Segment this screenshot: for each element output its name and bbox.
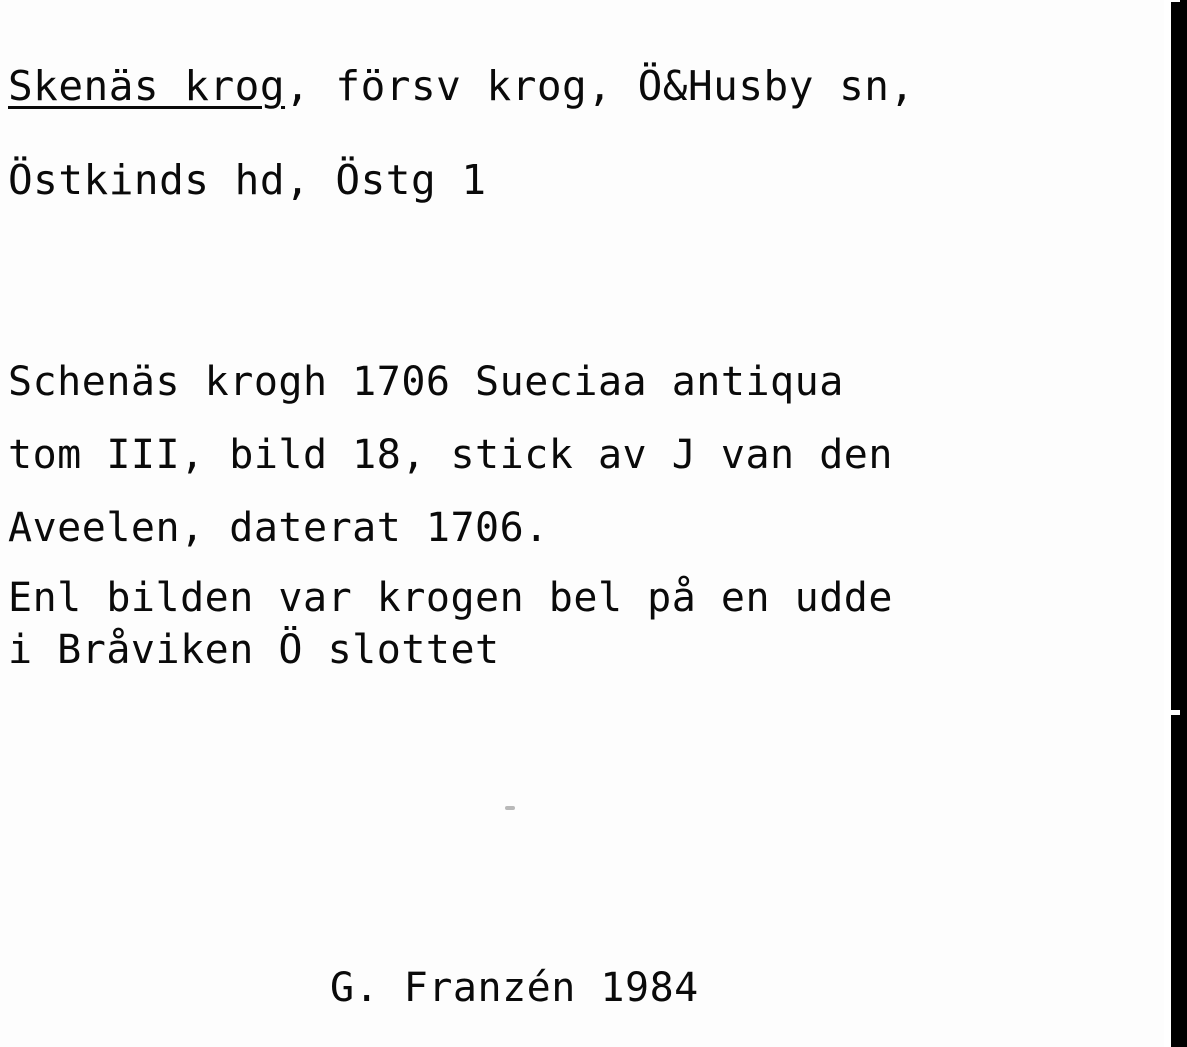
heading-line-1 — [8, 62, 915, 110]
footer-signature: G. Franzén 1984 — [330, 965, 699, 1011]
scan-speck — [505, 806, 515, 810]
scan-edge-gap-top — [1170, 0, 1180, 2]
heading-rest: , försv krog, Ö&Husby sn, — [285, 62, 915, 110]
body-line-4: Enl bilden var krogen bel på en udde — [8, 575, 893, 621]
body-line-1: Schenäs krogh 1706 Sueciaa antiqua — [8, 359, 844, 405]
body-line-3: Aveelen, daterat 1706. — [8, 505, 549, 551]
scan-edge-right — [1171, 0, 1187, 1047]
heading-underlined-term: Skenäs krog — [8, 62, 286, 110]
scan-edge-gap-middle — [1170, 710, 1180, 715]
heading-line-2: Östkinds hd, Östg 1 — [8, 156, 487, 204]
body-line-5: i Bråviken Ö slottet — [8, 627, 500, 673]
body-line-2: tom III, bild 18, stick av J van den — [8, 432, 893, 478]
scan-edge-right-inner — [1164, 0, 1171, 1047]
